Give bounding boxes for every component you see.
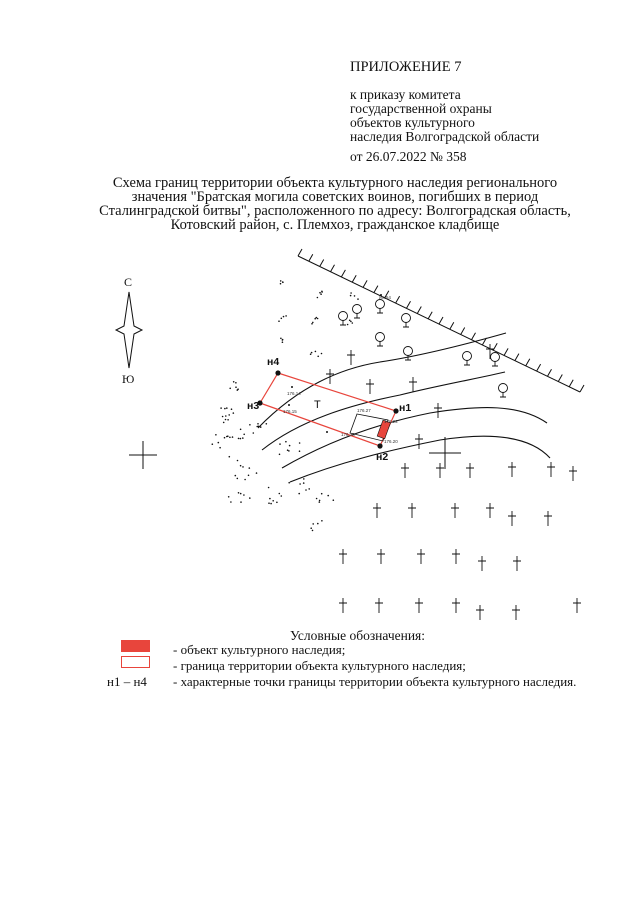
vegetation-dot: [268, 487, 270, 489]
vegetation-dot: [282, 339, 284, 341]
vegetation-dot: [222, 416, 224, 418]
vegetation-dot: [317, 318, 319, 320]
vegetation-dot: [224, 437, 226, 439]
vegetation-dot: [320, 293, 322, 295]
vegetation-dot: [240, 465, 242, 467]
vegetation-dot: [237, 478, 239, 480]
title-line: Котовский район, с. Племхоз, гражданское кладбище: [170, 217, 500, 233]
vegetation-dot: [256, 426, 258, 428]
vegetation-dot: [230, 501, 232, 503]
elevation-label: 176.28: [341, 432, 355, 437]
point-label-n3: н3: [247, 400, 260, 412]
tree-icon: [376, 333, 385, 347]
vegetation-dot: [350, 321, 352, 323]
vegetation-dot: [316, 498, 318, 500]
vegetation-dot: [279, 493, 281, 495]
elevation-label: 176.22: [384, 419, 398, 424]
vegetation-dot: [237, 460, 239, 462]
grave-cross: [486, 503, 494, 518]
vegetation-dot: [228, 496, 230, 498]
vegetation-dot: [240, 501, 242, 503]
vegetation-dot: [253, 432, 255, 434]
compass-arrow: [116, 292, 142, 368]
vegetation-dot: [229, 456, 231, 458]
elevation-label: 176.20: [384, 439, 398, 444]
vegetation-dot: [240, 429, 242, 431]
vegetation-dot: [310, 353, 312, 355]
vegetation-dot: [310, 527, 312, 529]
vegetation-dot: [225, 415, 227, 417]
title-line: Сталинградской битвы", расположенного по адресу: Волгоградская область,: [99, 203, 571, 219]
vegetation-dot: [256, 472, 258, 474]
vegetation-dot: [281, 495, 283, 497]
vegetation-dot: [233, 381, 235, 383]
grid-cross-markers: [129, 437, 461, 469]
point-marker-n4: [275, 370, 280, 375]
vegetation-dot: [229, 388, 231, 390]
grave-cross: [415, 598, 423, 613]
elevation-label: 176.15: [283, 409, 297, 414]
grave-cross: [544, 511, 552, 526]
vegetation-dot: [311, 323, 313, 325]
vegetation-dot: [319, 501, 321, 503]
vegetation-dot: [315, 351, 317, 353]
compass-north-label: С: [124, 275, 133, 289]
contour-line: [290, 436, 550, 482]
grave-cross: [409, 377, 417, 392]
vegetation-dot: [283, 316, 285, 318]
grave-cross: [417, 549, 425, 564]
vegetation-dot: [272, 500, 274, 502]
title-line: Схема границ территории объекта культурного наследия регионального: [112, 175, 558, 191]
grave-cross: [436, 463, 444, 478]
elevation-label: Ив.54: [379, 295, 391, 300]
vegetation-dots: [212, 280, 359, 531]
vegetation-dot: [299, 483, 301, 485]
vegetation-dot: [248, 475, 250, 477]
vegetation-dot: [249, 424, 251, 426]
order-line: государственной охраны: [350, 101, 492, 116]
vegetation-dot: [312, 322, 314, 324]
grave-cross: [401, 463, 409, 478]
vegetation-dot: [285, 315, 287, 317]
vegetation-dot: [238, 438, 240, 440]
vegetation-dot: [312, 530, 314, 532]
vegetation-dot: [349, 320, 351, 322]
vegetation-dot: [225, 419, 227, 421]
grave-cross: [375, 598, 383, 613]
vegetation-dot: [228, 414, 230, 416]
vegetation-dot: [354, 295, 356, 297]
vegetation-dot: [242, 466, 244, 468]
tree-icon: [353, 305, 362, 319]
grave-cross: [513, 556, 521, 571]
vegetation-dot: [311, 352, 313, 354]
vegetation-dot: [350, 292, 352, 294]
point-marker-n1: [393, 408, 398, 413]
tree-icon: [491, 353, 500, 367]
vegetation-dot: [270, 503, 272, 505]
grave-cross: [347, 350, 355, 365]
grave-cross: [415, 434, 423, 449]
vegetation-dot: [288, 450, 290, 452]
vegetation-dot: [317, 356, 319, 358]
order-line: к приказу комитета: [350, 87, 461, 102]
vegetation-dot: [215, 434, 217, 436]
vegetation-dot: [237, 388, 239, 390]
vegetation-dot: [212, 443, 214, 445]
vegetation-dot: [314, 318, 316, 320]
vegetation-dot: [333, 499, 335, 501]
vegetation-dot: [235, 382, 237, 384]
vegetation-dot: [298, 493, 300, 495]
vegetation-dot: [279, 454, 281, 456]
legend-boundary-text: - граница территории объекта культурного наследия;: [173, 658, 466, 673]
vegetation-dot: [317, 297, 319, 299]
vegetation-dot: [280, 338, 282, 340]
point-label-n2: н2: [376, 451, 389, 463]
grave-cross: [569, 466, 577, 481]
territory-letter: Т: [314, 399, 321, 411]
vegetation-dot: [232, 436, 234, 438]
slope-line: [298, 249, 584, 392]
vegetation-dot: [240, 493, 242, 495]
tree-icon: [339, 312, 348, 326]
order-date-number: от 26.07.2022 № 358: [350, 149, 467, 164]
vegetation-dot: [299, 442, 301, 444]
vegetation-dot: [257, 423, 259, 425]
vegetation-dot: [321, 493, 323, 495]
territory-boundary: [260, 373, 396, 446]
vegetation-dot: [357, 298, 359, 300]
grave-cross: [408, 503, 416, 518]
grave-cross: [451, 503, 459, 518]
legend-points-text: - характерные точки границы территории объекта культурного наследия.: [173, 674, 577, 689]
vegetation-dot: [280, 283, 282, 285]
vegetation-dot: [303, 478, 305, 480]
vegetation-dot: [327, 495, 329, 497]
legend-boundary-swatch: [121, 656, 150, 668]
vegetation-dot: [223, 422, 225, 424]
vegetation-dot: [268, 502, 270, 504]
vegetation-dot: [352, 322, 354, 324]
grave-cross: [508, 462, 516, 477]
legend-points-symbol: н1 – н4: [107, 674, 147, 689]
vegetation-dot: [226, 407, 228, 409]
order-line: наследия Волгоградской области: [350, 129, 540, 144]
vegetation-dot: [321, 291, 323, 293]
vegetation-dot: [243, 434, 245, 436]
vegetation-dot: [280, 280, 282, 282]
grave-crosses: [326, 344, 581, 620]
vegetation-dot: [347, 324, 349, 326]
vegetation-dot: [227, 419, 229, 421]
vegetation-dot: [238, 492, 240, 494]
vegetation-dot: [308, 488, 310, 490]
vegetation-dot: [244, 479, 246, 481]
vegetation-dot: [319, 500, 321, 502]
vegetation-dot: [282, 341, 284, 343]
vegetation-dot: [249, 497, 251, 499]
vegetation-dot: [282, 281, 284, 283]
grave-cross: [508, 511, 516, 526]
grave-cross: [366, 379, 374, 394]
vegetation-dot: [242, 437, 244, 439]
grave-cross: [339, 598, 347, 613]
grave-cross: [512, 605, 520, 620]
vegetation-dot: [233, 412, 235, 414]
order-line: объектов культурного: [350, 115, 475, 130]
vegetation-dot: [269, 498, 271, 500]
legend-object-text: - объект культурного наследия;: [173, 642, 346, 657]
grave-cross: [377, 549, 385, 564]
trees: [339, 300, 508, 398]
vegetation-dot: [278, 320, 280, 322]
vegetation-dot: [319, 292, 321, 294]
vegetation-dot: [229, 437, 231, 439]
grave-cross: [434, 403, 442, 418]
grave-cross: [478, 556, 486, 571]
compass-south-label: Ю: [122, 372, 135, 386]
vegetation-dot: [317, 523, 319, 525]
vegetation-dot: [305, 489, 307, 491]
appendix-number: ПРИЛОЖЕНИЕ 7: [350, 59, 462, 75]
compass: [116, 275, 142, 386]
vegetation-dot: [220, 407, 222, 409]
vegetation-dot: [279, 443, 281, 445]
vegetation-dot: [299, 450, 301, 452]
tree-icon: [402, 314, 411, 328]
title-line: значения "Братская могила советских воинов, погибших в период: [131, 189, 539, 205]
grave-cross: [486, 344, 494, 359]
vegetation-dot: [235, 386, 237, 388]
legend-title: Условные обозначения:: [290, 628, 426, 643]
vegetation-dot: [240, 438, 242, 440]
legend-object-swatch: [121, 640, 150, 652]
vegetation-dot: [235, 475, 237, 477]
vegetation-dot: [285, 441, 287, 443]
vegetation-dot: [231, 408, 233, 410]
vegetation-dot: [219, 447, 221, 449]
vegetation-dot: [227, 435, 229, 437]
elevation-label: 176.27: [357, 408, 371, 413]
vegetation-dot: [281, 318, 283, 320]
point-label-n1: н1: [399, 402, 412, 414]
point-label-n4: н4: [267, 356, 280, 368]
vegetation-dot: [249, 467, 251, 469]
vegetation-dot: [303, 482, 305, 484]
grave-cross: [452, 598, 460, 613]
grave-cross: [476, 605, 484, 620]
vegetation-dot: [312, 523, 314, 525]
vegetation-dot: [321, 353, 323, 355]
vegetation-dot: [243, 494, 245, 496]
grave-cross: [573, 598, 581, 613]
grave-cross: [373, 503, 381, 518]
vegetation-dot: [218, 442, 220, 444]
tree-icon: [499, 384, 508, 398]
vegetation-dot: [288, 482, 290, 484]
vegetation-dot: [350, 295, 352, 297]
elevation-label: 176.14: [287, 391, 301, 396]
grave-cross: [326, 369, 334, 384]
grid-cross: [129, 441, 157, 469]
point-marker-n2: [377, 443, 382, 448]
grave-cross: [339, 549, 347, 564]
vegetation-dot: [289, 445, 291, 447]
vegetation-dot: [224, 408, 226, 410]
vegetation-dot: [266, 423, 268, 425]
vegetation-dot: [321, 520, 323, 522]
vegetation-dot: [260, 426, 262, 428]
tree-icon: [463, 352, 472, 366]
tree-icon: [376, 300, 385, 314]
grave-cross: [452, 549, 460, 564]
grave-cross: [547, 462, 555, 477]
grave-cross: [466, 463, 474, 478]
vegetation-dot: [276, 502, 278, 504]
